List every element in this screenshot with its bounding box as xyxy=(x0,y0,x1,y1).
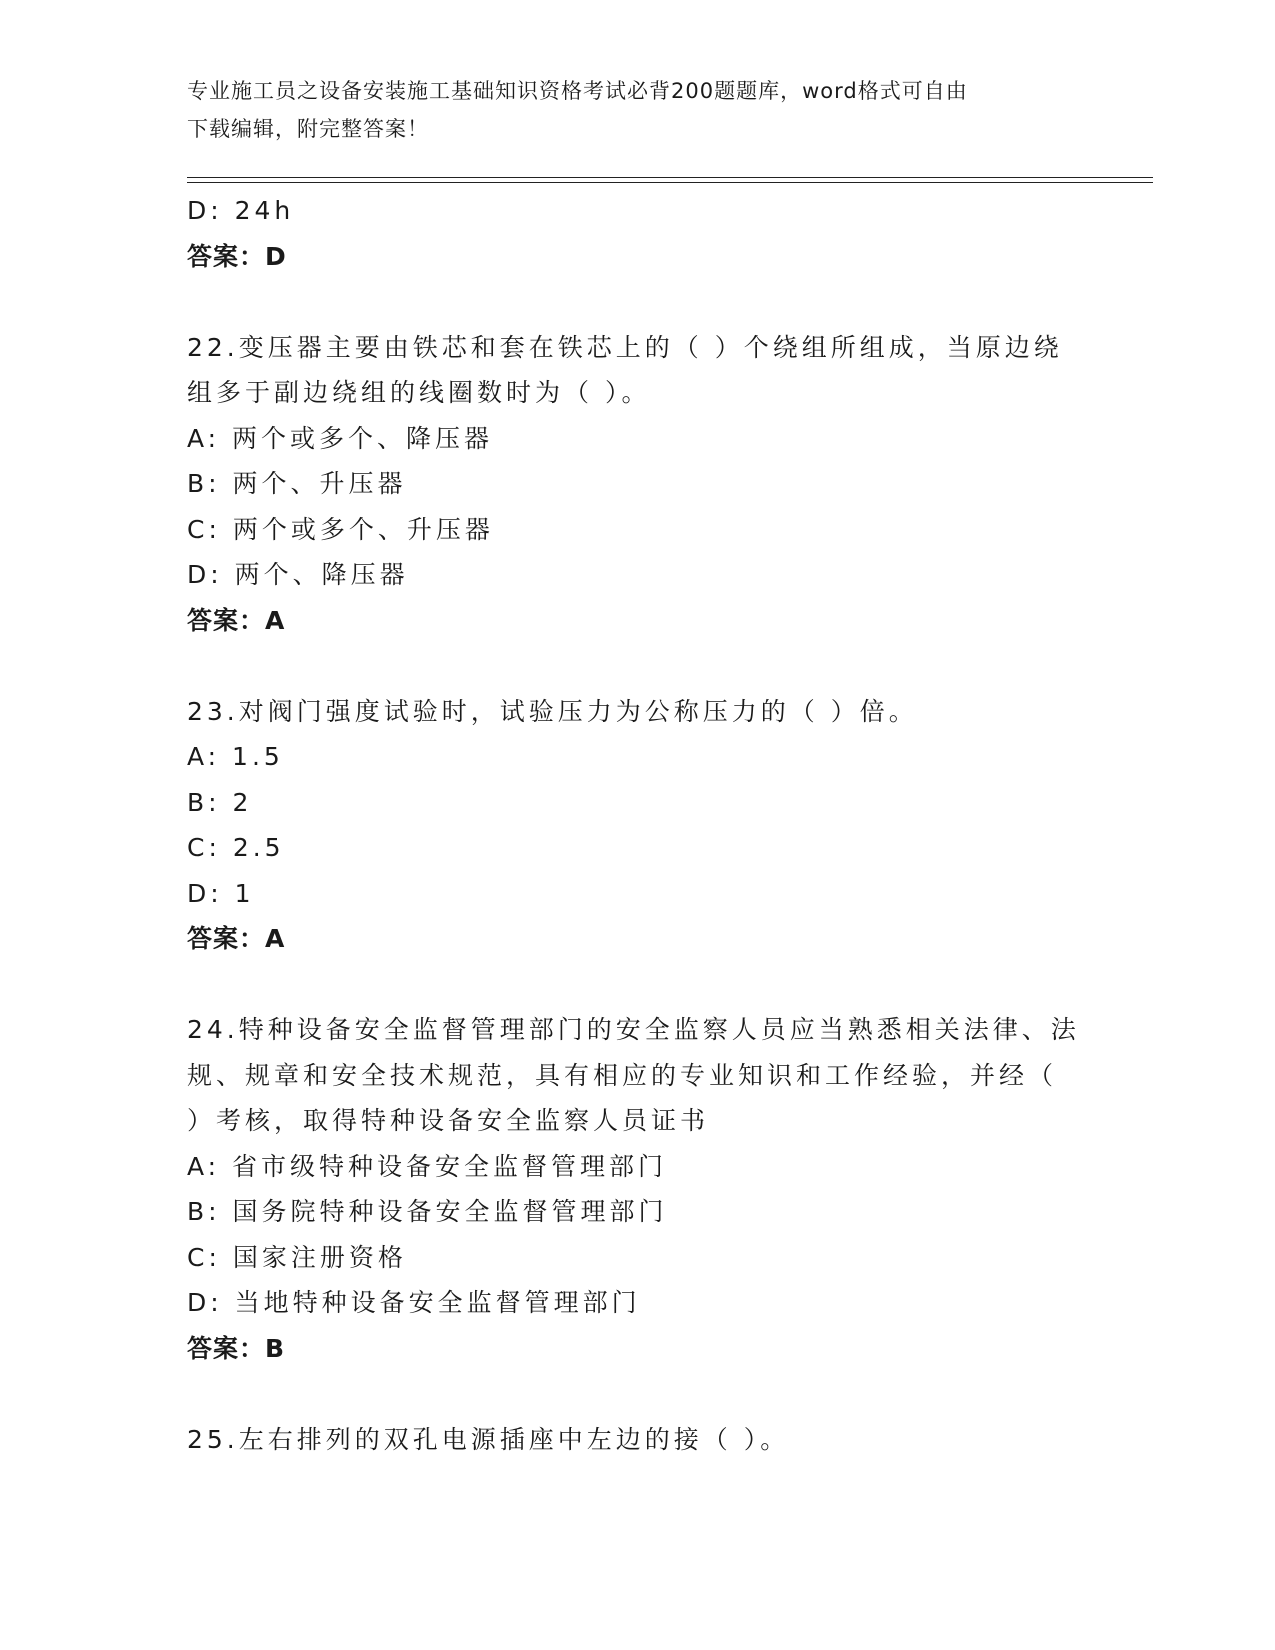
q23-answer: 答案：A xyxy=(187,924,286,953)
header-title-line-1: 专业施工员之设备安装施工基础知识资格考试必背200题题库，word格式可自由 xyxy=(187,79,968,103)
header-divider-bottom xyxy=(187,182,1153,183)
q24-stem-line-2: 规、规章和安全技术规范，具有相应的专业知识和工作经验，并经（ xyxy=(187,1060,1058,1090)
q23-option-a: A: 1.5 xyxy=(187,742,284,771)
q22-option-a: A: 两个或多个、降压器 xyxy=(187,423,494,453)
spacer xyxy=(187,1371,1087,1417)
question-25 xyxy=(187,1417,1087,1463)
q24-option-b: B: 国务院特种设备安全监督管理部门 xyxy=(187,1197,668,1226)
spacer xyxy=(187,643,1087,689)
q22-option-c: C: 两个或多个、升压器 xyxy=(187,514,494,544)
question-list xyxy=(187,188,1087,1462)
q22-stem-line-1: 22.变压器主要由铁芯和套在铁芯上的（ ）个绕组所组成，当原边绕 xyxy=(187,332,1063,362)
q21-answer: 答案：D xyxy=(187,241,287,271)
q22-option-d: D: 两个、降压器 xyxy=(187,560,409,589)
spacer xyxy=(187,279,1087,325)
q24-stem-line-3: ）考核，取得特种设备安全监察人员证书 xyxy=(187,1106,710,1135)
q24-option-d: D: 当地特种设备安全监督管理部门 xyxy=(187,1288,641,1317)
header-title-line-2: 下载编辑，附完整答案！ xyxy=(187,117,429,141)
q25-stem-line-1: 25.左右排列的双孔电源插座中左边的接（ ）。 xyxy=(187,1424,790,1454)
document-header xyxy=(187,72,1087,148)
q22-option-b: B: 两个、升压器 xyxy=(187,469,407,498)
spacer xyxy=(187,962,1087,1008)
q21-option-d: D: 24h xyxy=(187,196,295,225)
q23-option-d: D: 1 xyxy=(187,878,255,908)
q24-answer: 答案：B xyxy=(187,1333,286,1363)
question-22 xyxy=(187,325,1087,644)
q24-option-c: C: 国家注册资格 xyxy=(187,1242,407,1272)
q23-option-b: B: 2 xyxy=(187,787,253,817)
header-divider-top xyxy=(187,177,1153,178)
q22-stem-line-2: 组多于副边绕组的线圈数时为（ ）。 xyxy=(187,378,651,407)
q22-answer: 答案：A xyxy=(187,605,286,635)
question-23 xyxy=(187,689,1087,962)
q24-stem-line-1: 24.特种设备安全监督管理部门的安全监察人员应当熟悉相关法律、法 xyxy=(187,1015,1080,1044)
question-24 xyxy=(187,1007,1087,1371)
q24-option-a: A: 省市级特种设备安全监督管理部门 xyxy=(187,1151,668,1181)
q23-stem-line-1: 23.对阀门强度试验时，试验压力为公称压力的（ ）倍。 xyxy=(187,696,918,726)
q23-option-c: C: 2.5 xyxy=(187,833,285,862)
